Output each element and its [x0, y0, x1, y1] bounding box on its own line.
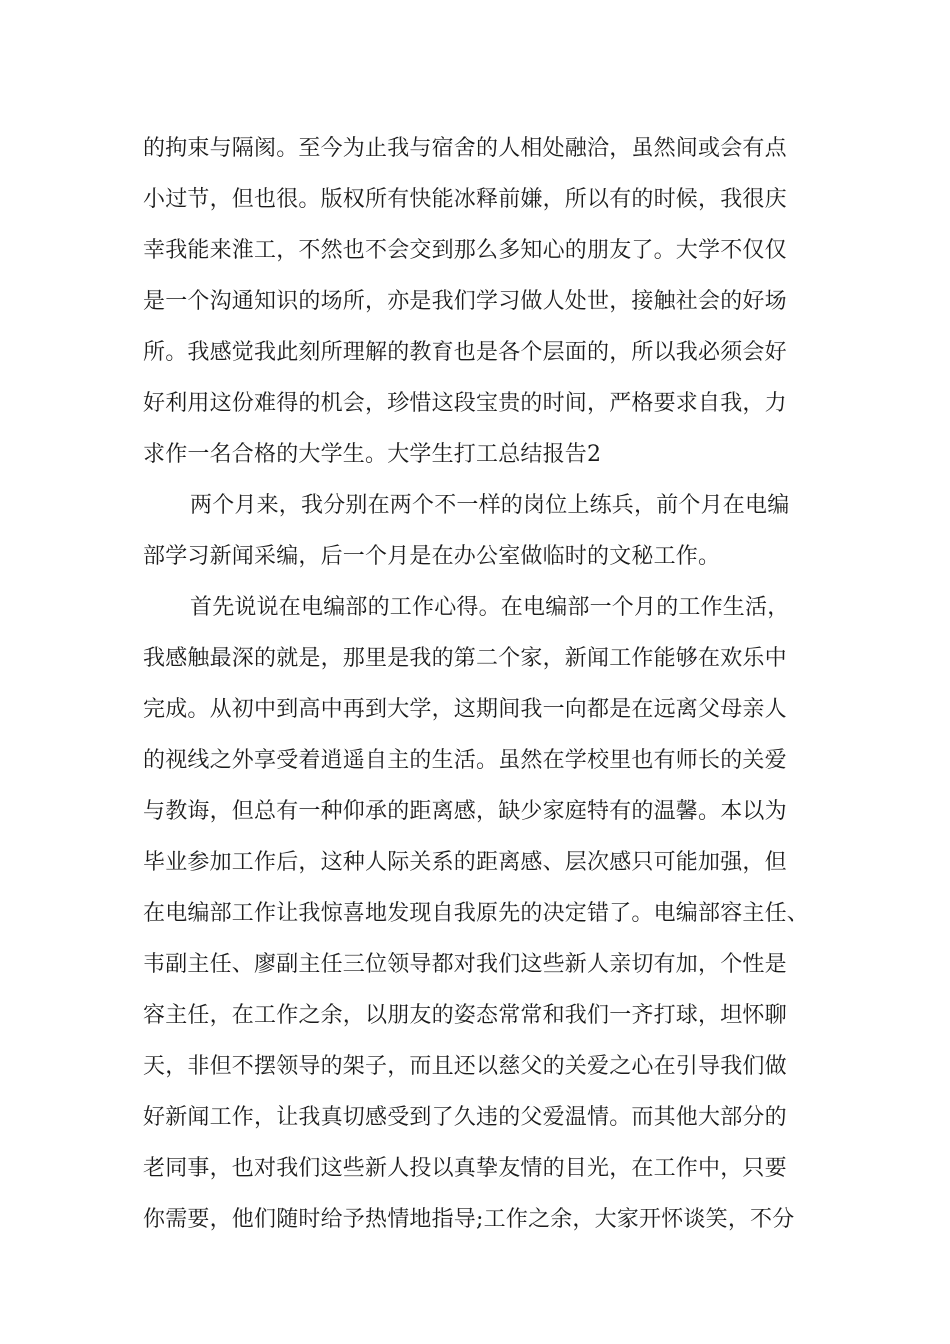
text-line: 完成。从初中到高中再到大学，这期间我一向都是在远离父母亲人 — [143, 697, 787, 722]
text-line: 的视线之外享受着逍遥自主的生活。虽然在学校里也有师长的关爱 — [143, 748, 787, 773]
text-line: 幸我能来淮工，不然也不会交到那么多知心的朋友了。大学不仅仅 — [143, 238, 787, 263]
text-line: 小过节，但也很。版权所有快能冰释前嫌，所以有的时候，我很庆 — [143, 187, 787, 212]
text-line: 天，非但不摆领导的架子，而且还以慈父的关爱之心在引导我们做 — [143, 1054, 787, 1079]
text-line: 老同事，也对我们这些新人投以真挚友情的目光，在工作中，只要 — [143, 1156, 787, 1181]
text-line: 韦副主任、廖副主任三位领导都对我们这些新人亲切有加，个性是 — [143, 952, 787, 977]
text-line: 好新闻工作，让我真切感受到了久违的父爱温情。而其他大部分的 — [143, 1105, 787, 1130]
text-line: 所。我感觉我此刻所理解的教育也是各个层面的，所以我必须会好 — [143, 340, 787, 365]
text-line: 你需要，他们随时给予热情地指导;工作之余，大家开怀谈笑，不分 — [143, 1207, 795, 1232]
paragraph-first-line: 首先说说在电编部的工作心得。在电编部一个月的工作生活， — [190, 595, 790, 620]
text-line: 容主任，在工作之余，以朋友的姿态常常和我们一齐打球，坦怀聊 — [143, 1003, 787, 1028]
text-line: 是一个沟通知识的场所，亦是我们学习做人处世，接触社会的好场 — [143, 289, 787, 314]
text-line: 好利用这份难得的机会，珍惜这段宝贵的时间，严格要求自我，力 — [143, 391, 787, 416]
text-line: 部学习新闻采编，后一个月是在办公室做临时的文秘工作。 — [143, 544, 721, 569]
paragraph-first-line: 两个月来，我分别在两个不一样的岗位上练兵，前个月在电编 — [190, 493, 790, 518]
text-line: 与教诲，但总有一种仰承的距离感，缺少家庭特有的温馨。本以为 — [143, 799, 787, 824]
text-line: 求作一名合格的大学生。大学生打工总结报告2 — [143, 442, 602, 467]
text-line: 的拘束与隔阂。至今为止我与宿舍的人相处融洽，虽然间或会有点 — [143, 136, 787, 161]
text-line: 在电编部工作让我惊喜地发现自我原先的决定错了。电编部容主任、 — [143, 901, 810, 926]
text-line: 我感触最深的就是，那里是我的第二个家，新闻工作能够在欢乐中 — [143, 646, 787, 671]
text-line: 毕业参加工作后，这种人际关系的距离感、层次感只可能加强，但 — [143, 850, 787, 875]
